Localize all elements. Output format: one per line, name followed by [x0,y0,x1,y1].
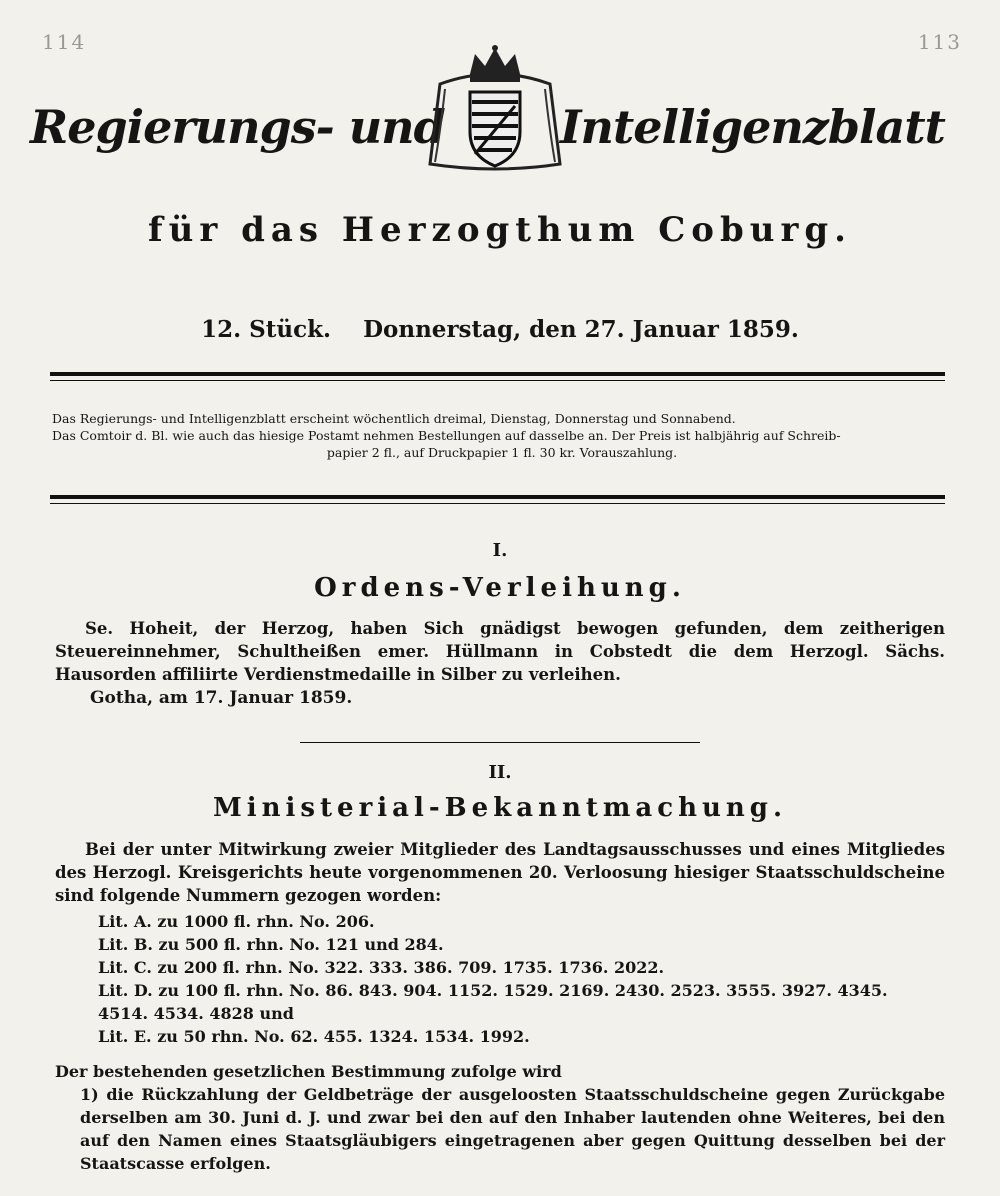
list-item: Lit. D. zu 100 fl. rhn. No. 86. 843. 904. 1152. 1529. 2169. 2430. 2523. 3555. 3927. 4345. [98,981,888,1000]
masthead-title-left: Regierungs- und [30,100,445,154]
provision-item-1: 1) die Rückzahlung der Geldbeträge der ausgeloosten Staatsschuldscheine gegen Zurückgabe derselben am 30. Juni d. J. und zwar bei den auf den Inhaber lautenden ohne Weiteres, bei den auf den Namen eines Staatsgläubigers eingetragenen aber gegen Quittung desselben bei der Staatscasse erfolgen. [80,1085,945,1173]
section-1-number: I. [492,540,508,561]
notice-line-1: Das Regierungs- und Intelligenzblatt erscheint wöchentlich dreimal, Dienstag, Donnerstag und Sonnabend. [52,411,736,426]
issue-line [0,316,1000,343]
section-1-body: Se. Hoheit, der Herzog, haben Sich gnädigst bewogen gefunden, dem zeitherigen Steuereinnehmer, Schultheißen emer. Hüllmann in Cobstedt die dem Herzogl. Sächs. Hausorden affiliirte Verdienstmedaille in Silber zu verleihen. [55,619,945,684]
publication-notice [52,410,952,461]
ducal-coat-of-arms-icon [420,44,570,179]
header-rule-thick [50,372,945,376]
issue-date: Donnerstag, den 27. Januar 1859. [363,316,799,343]
section-1-title: Ordens-Verleihung. [314,573,686,603]
notice-line-3: papier 2 fl., auf Druckpapier 1 fl. 30 kr. Vorauszahlung. [326,445,678,460]
section-divider [300,742,700,743]
header-rule-thin [50,380,945,381]
section-2-number: II. [488,762,512,783]
issue-number: 12. Stück. [201,316,332,343]
page-number-right: 113 [917,30,962,54]
list-item: Lit. A. zu 1000 fl. rhn. No. 206. [98,912,375,931]
masthead-title-right: Intelligenzblatt [560,100,945,154]
masthead-subtitle: für das Herzogthum Coburg. [147,210,853,250]
notice-rule-thin [50,503,945,504]
notice-line-2: Das Comtoir d. Bl. wie auch das hiesige Postamt nehmen Bestellungen auf dasselbe an. Der Preis ist halbjährig auf Schreib- [52,428,841,443]
list-item: Lit. C. zu 200 fl. rhn. No. 322. 333. 386. 709. 1735. 1736. 2022. [98,958,665,977]
list-item: Lit. E. zu 50 rhn. No. 62. 455. 1324. 1534. 1992. [98,1027,530,1046]
provisions-lead: Der bestehenden gesetzlichen Bestimmung zufolge wird [55,1062,562,1081]
page-number-left: 114 [42,30,87,54]
section-2-title: Ministerial-Bekanntmachung. [212,793,788,823]
provisions-list [55,1060,945,1175]
drawn-numbers-list [98,910,958,1048]
list-item: Lit. B. zu 500 fl. rhn. No. 121 und 284. [98,935,444,954]
list-item: 4514. 4534. 4828 und [98,1004,294,1023]
section-2-body: Bei der unter Mitwirkung zweier Mitglieder des Landtagsausschusses und eines Mitgliedes des Herzogl. Kreisgerichts heute vorgenommenen 20. Verloosung hiesiger Staatsschuldscheine sind folgende Nummern gezogen worden: [55,840,945,905]
notice-rule-thick [50,495,945,499]
masthead [20,60,980,180]
section-1-dateline: Gotha, am 17. Januar 1859. [90,688,353,708]
